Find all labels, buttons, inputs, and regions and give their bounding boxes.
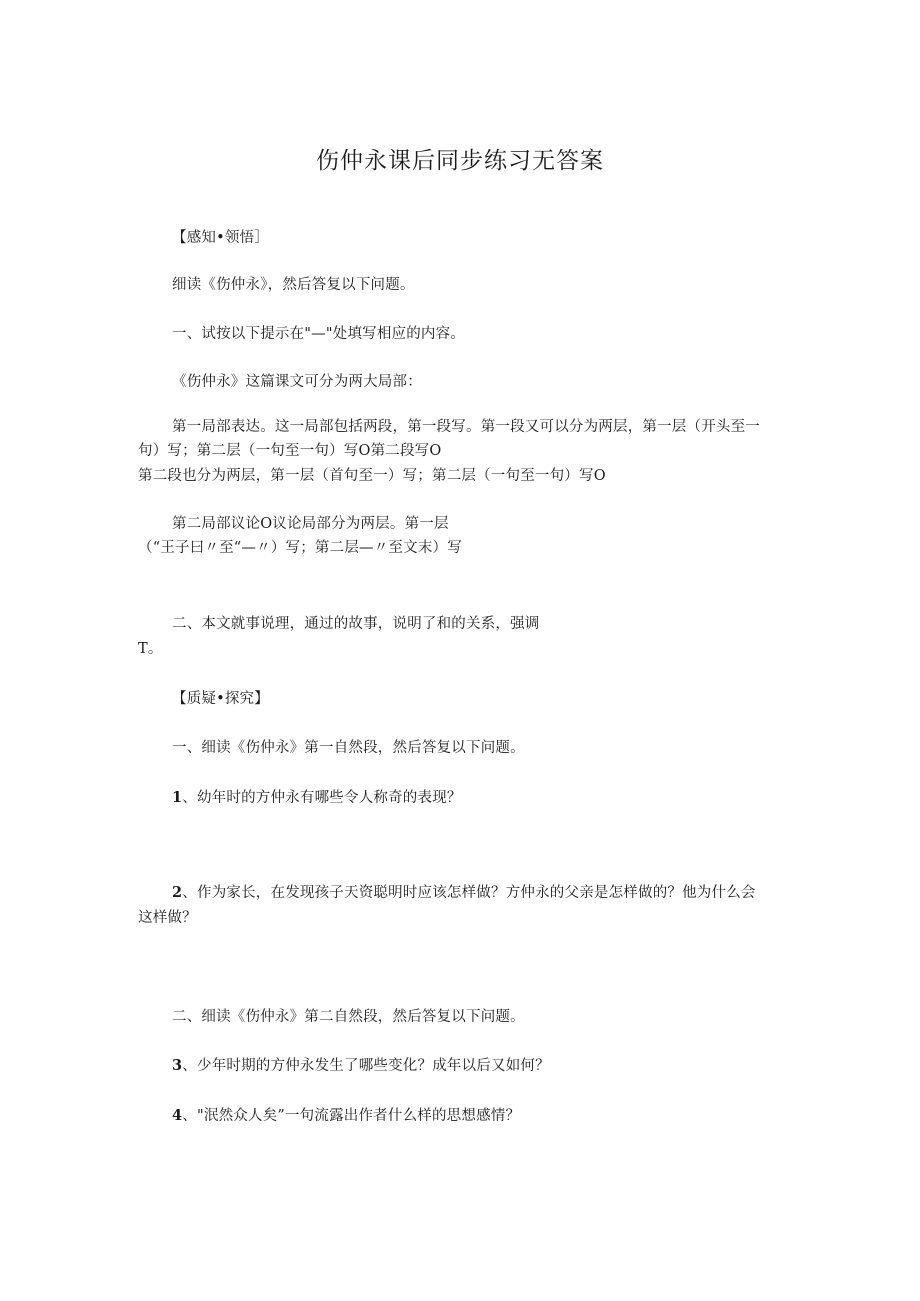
section2-question-2-prompt: 二、细读《伤仲永》第二自然段，然后答复以下问题。: [172, 1009, 525, 1025]
part1-line-2: 句）写；第二层（一句至一句）写O第二段写O: [138, 443, 442, 459]
item-4-text: 、"泯然众人矣”一句流露出作者什么样的思想感情？: [182, 1108, 521, 1124]
item-2-number: 2: [172, 884, 183, 901]
item-3-number: 3: [172, 1057, 183, 1074]
part1-line-3: 第二段也分为两层，第一层（首句至一）写；第二层（一句至一句）写O: [138, 468, 606, 484]
item-2-text-line-2: 这样做？: [138, 910, 197, 926]
item-1: [172, 788, 462, 808]
item-4: [172, 1106, 520, 1126]
item-1-number: 1: [172, 789, 183, 806]
section-heading-perception: 【感知•领悟］: [172, 230, 269, 246]
section2-question-1-prompt: 一、细读《伤仲永》第一自然段，然后答复以下问题。: [172, 740, 525, 756]
part2-line-2: （“王子曰〃至“—〃）写；第二层—〃至文末）写: [138, 540, 462, 556]
item-2: [172, 883, 756, 903]
item-2-text-line-1: 、作为家长，在发现孩子天资聪明时应该怎样做？方仲永的父亲是怎样做的？他为什么会: [182, 885, 756, 901]
item-4-number: 4: [172, 1107, 183, 1124]
section-heading-inquiry: 【质疑•探究】: [172, 691, 269, 707]
part2-line-1: 第二局部议论O议论局部分为两层。第一层: [172, 516, 449, 532]
question-2-line-1: 二、本文就事说理，通过的故事，说明了和的关系，强调: [172, 616, 540, 632]
item-3: [172, 1056, 550, 1076]
question-2-line-2: T。: [138, 641, 163, 657]
intro-instruction: 细读《伤仲永》，然后答复以下问题。: [172, 277, 415, 293]
document-title: 伤仲永课后同步练习无答案: [316, 148, 604, 174]
item-1-text: 、幼年时的方仲永有哪些令人称奇的表现？: [182, 790, 462, 806]
structure-intro: 《伤仲永》这篇课文可分为两大局部：: [172, 374, 422, 390]
question-1-prompt: 一、试按以下提示在"—"处填写相应的内容。: [172, 326, 466, 342]
part1-line-1: 第一局部表达。这一局部包括两段，第一段写。第一段又可以分为两层，第一层（开头至一: [172, 419, 760, 435]
item-3-text: 、少年时期的方仲永发生了哪些变化？成年以后又如何？: [182, 1058, 550, 1074]
